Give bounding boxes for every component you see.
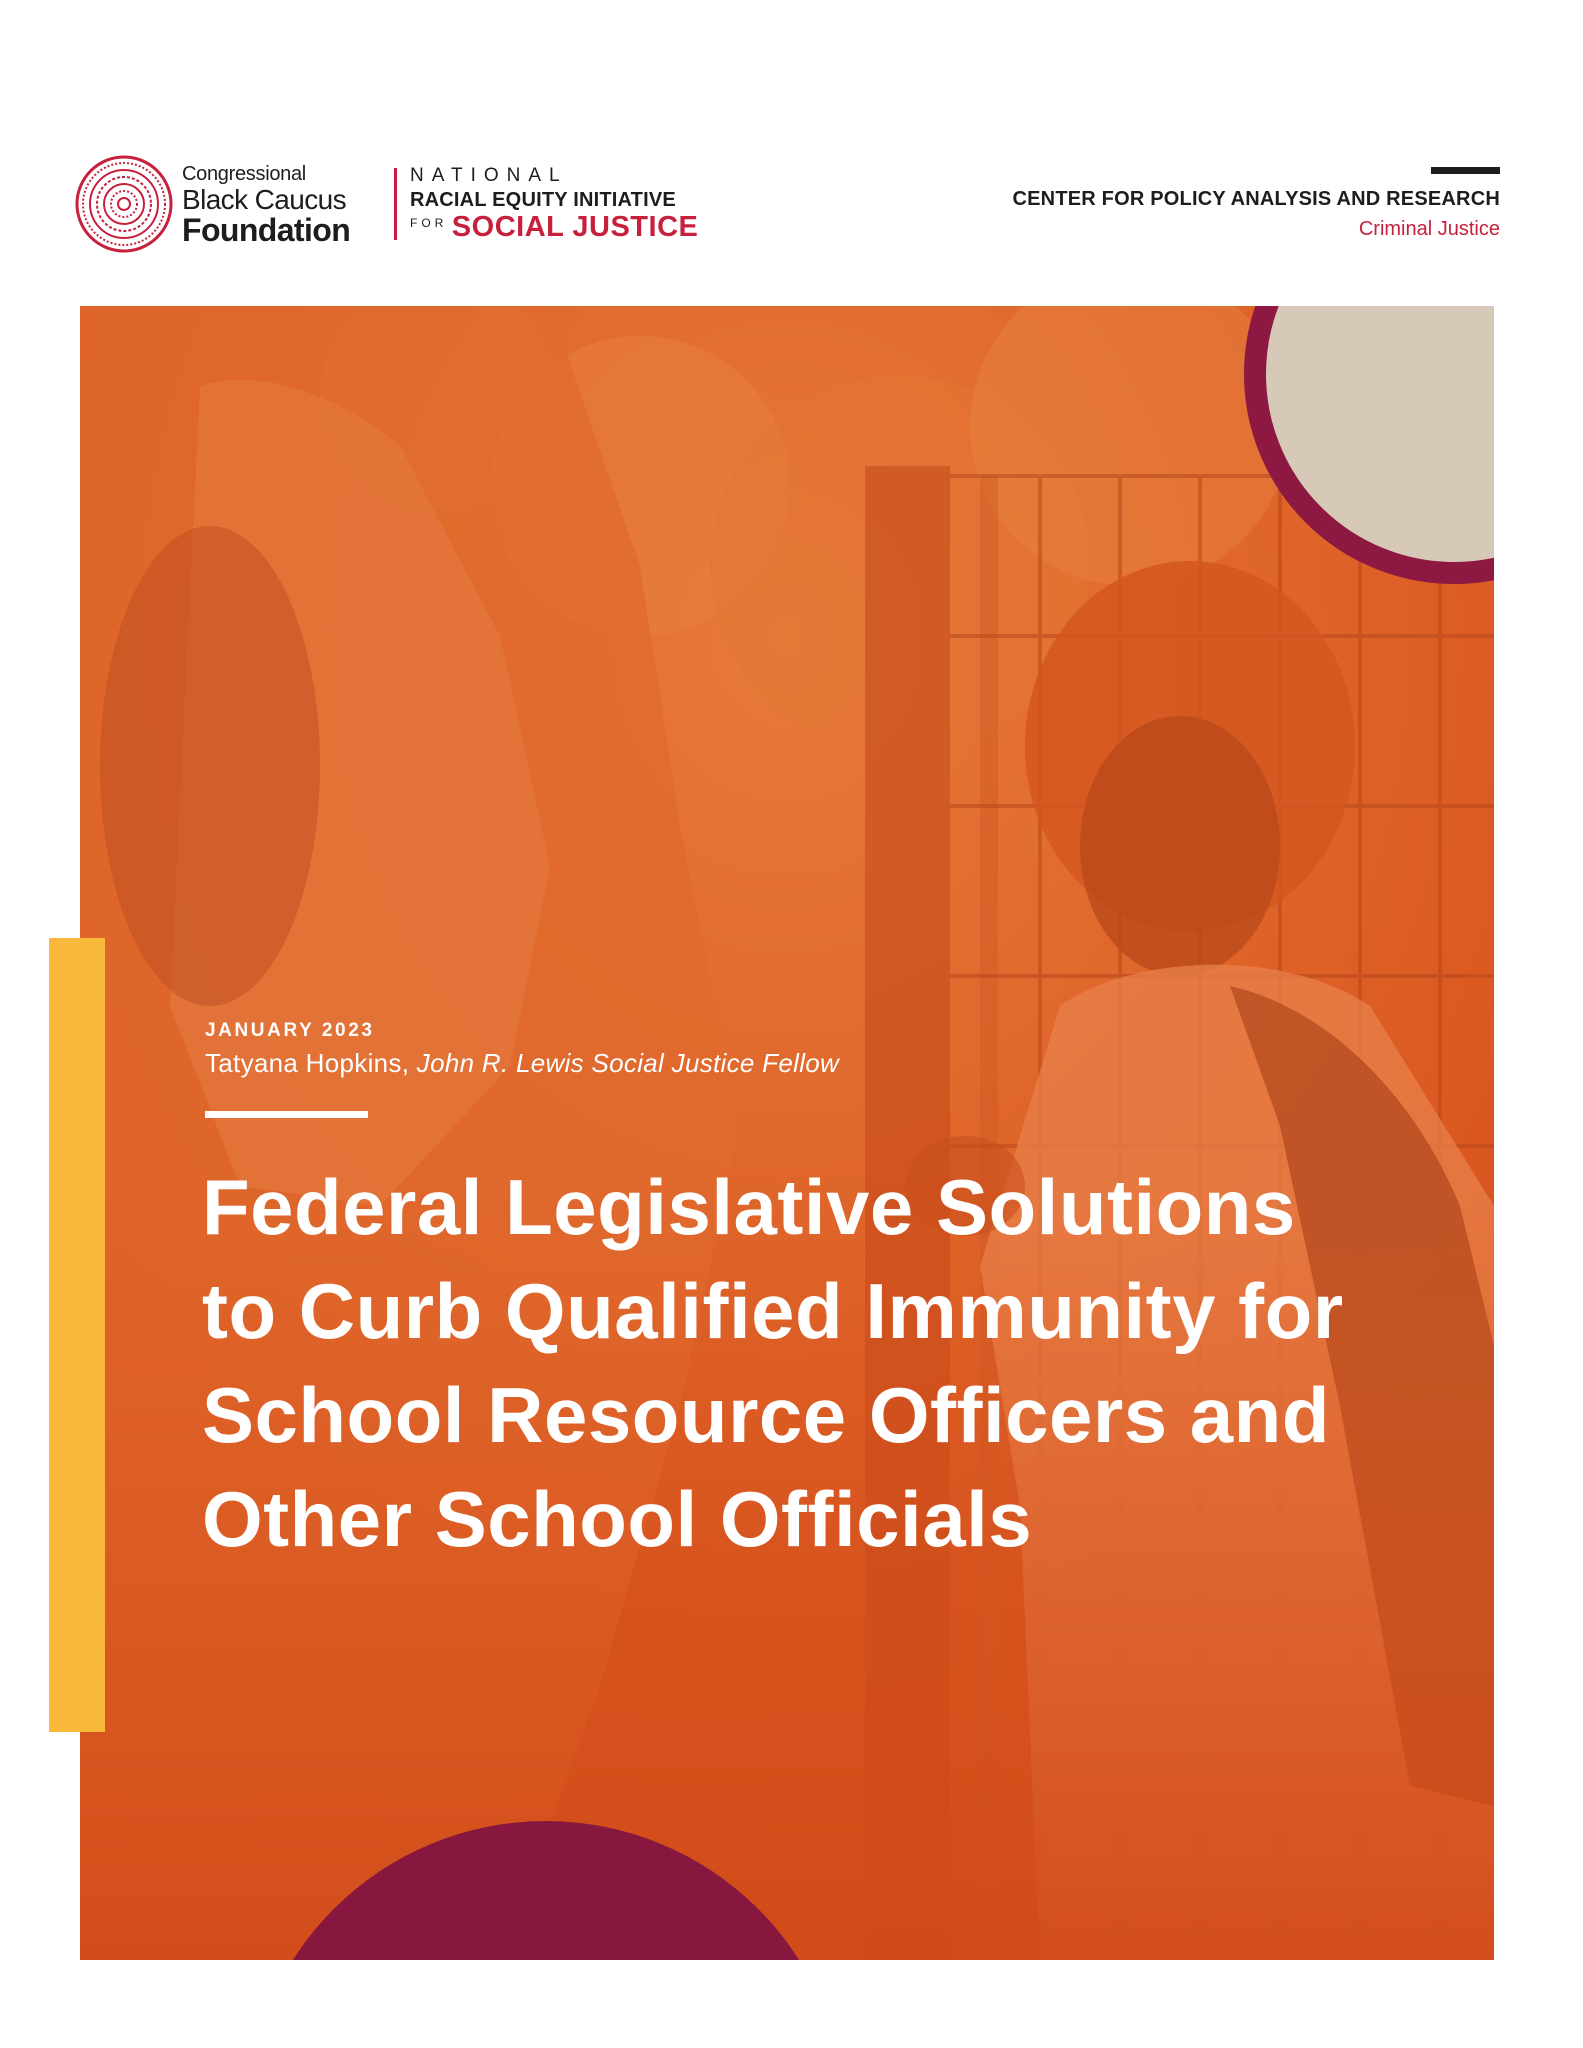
document-title: Federal Legislative Solutions to Curb Qualified Immunity for School Resource Officers and Other School Officials (202, 1163, 1344, 1563)
cbcf-logo-text (182, 164, 350, 246)
topic-label: Criminal Justice (1358, 218, 1500, 240)
author-line (205, 1048, 839, 1079)
center-name: CENTER FOR POLICY ANALYSIS AND RESEARCH (1012, 188, 1500, 210)
initiative-line1: NATIONAL (410, 165, 568, 186)
publication-date: JANUARY 2023 (205, 1020, 375, 1041)
title-rule (205, 1111, 368, 1118)
initiative-line3 (410, 213, 698, 242)
author-name: Tatyana Hopkins, (205, 1048, 410, 1078)
cbcf-logo-line2: Black Caucus (182, 184, 346, 215)
accent-yellow-bar (49, 938, 105, 1732)
initiative-line2: RACIAL EQUITY INITIATIVE (410, 189, 676, 211)
cover-photo (80, 306, 1494, 1960)
initiative-social-justice-label: SOCIAL JUSTICE (451, 211, 699, 243)
author-role: John R. Lewis Social Justice Fellow (416, 1048, 840, 1078)
logo-divider (394, 168, 397, 240)
cbcf-logo-line1: Congressional (182, 163, 306, 185)
initiative-for-label: FOR (410, 216, 448, 230)
initiative-logo (410, 166, 698, 242)
cbcf-emblem-icon (74, 154, 174, 254)
header-accent-bar (1431, 167, 1500, 174)
cbcf-logo-line3: Foundation (182, 212, 351, 248)
cover-hero (80, 306, 1494, 1960)
